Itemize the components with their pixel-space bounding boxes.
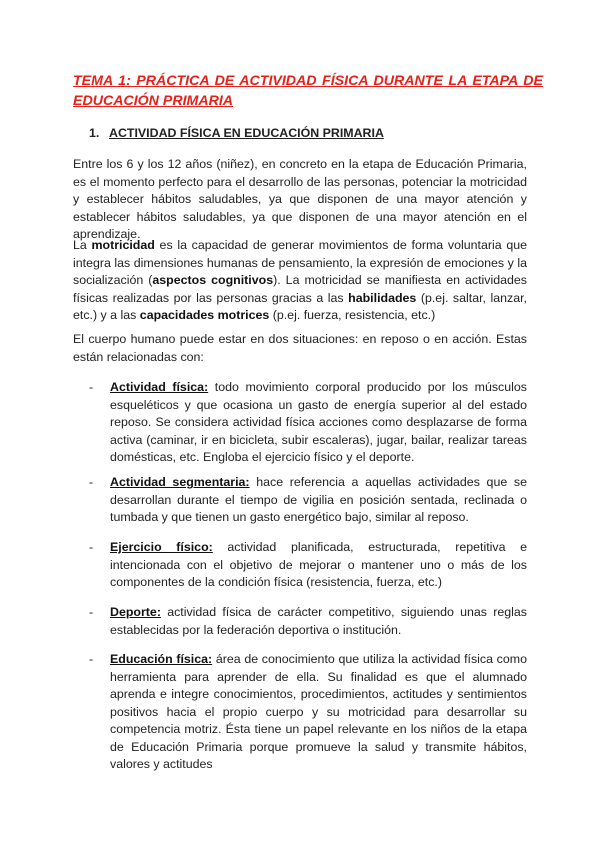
list-item [89,539,527,592]
list-bullet: - [89,475,94,489]
list-bullet: - [89,380,94,394]
para2-text-4: (p.ej. saltar, lanzar, etc.) y a las [73,290,527,322]
term-ejercicio-fisico: Ejercicio físico: [110,540,213,554]
para2-bold-aspectos: aspectos cognitivos [152,273,274,287]
term-educacion-fisica: Educación física: [110,652,213,666]
list-item [89,651,527,774]
definition-text: actividad física de carácter competitivo, siguiendo unas reglas establecidas por la federación deportiva o institución. [110,605,527,637]
section-heading [89,125,384,141]
para2-text-1: La [73,238,92,252]
document-title: TEMA 1: PRÁCTICA DE ACTIVIDAD FÍSICA DURANTE LA ETAPA DE EDUCACIÓN PRIMARIA [73,73,543,109]
term-deporte: Deporte: [110,605,161,619]
list-item [89,474,527,527]
para2-bold-motricidad: motricidad [91,238,155,252]
list-item [89,379,527,467]
section-heading-text: ACTIVIDAD FÍSICA EN EDUCACIÓN PRIMARIA [109,126,384,140]
list-item [89,604,527,639]
definition-text: hace referencia a aquellas actividades que se desarrollan durante el tiempo de vigilia en posición sentada, reclinada o tumbada y que tienen un gasto energético bajo, similar al reposo. [110,475,527,524]
definition-text: área de conocimiento que utiliza la actividad física como herramienta para aprender de ella. Su finalidad es que el alumnado aprenda e integre conocimientos, procedimientos, actitudes y sentimientos positivos hacia el propio cuerpo y su motricidad para desarrollar su competencia motriz. Ésta tiene un papel relevante en los niños de la etapa de Educación Primaria porque promueve la salud y transmite hábitos, valores y actitudes [110,652,527,771]
list-bullet: - [89,605,94,619]
definition-text: actividad planificada, estructurada, repetitiva e intencionada con el objetivo de mejorar o mantener uno o más de los componentes de la condición física (resistencia, fuerza, etc.) [110,540,527,589]
term-actividad-segmentaria: Actividad segmentaria: [110,475,250,489]
para2-text-5: (p.ej. fuerza, resistencia, etc.) [269,308,436,322]
list-bullet: - [89,652,94,666]
paragraph-cuerpo: El cuerpo humano puede estar en dos situaciones: en reposo o en acción. Estas están relacionadas con: [73,332,527,364]
para2-text-2: es la capacidad de generar movimientos de forma voluntaria que integra las dimensiones humanas de pensamiento, la expresión de emociones y la socialización ( [73,238,527,287]
section-number: 1. [89,126,100,140]
term-actividad-fisica: Actividad física: [110,380,209,394]
paragraph-motricidad [73,237,527,325]
para2-bold-habilidades: habilidades [348,290,417,305]
definition-text: todo movimiento corporal producido por los músculos esqueléticos y que ocasiona un gasto de energía superior al del estado reposo. Se considera actividad física acciones como desplazarse de forma activa (caminar, ir en bicicleta, subir escaleras), jugar, bailar, realizar tareas domésticas, etc. Engloba el ejercicio físico y el deporte. [110,380,527,464]
para2-text-3: ). La motricidad se manifiesta en actividades físicas realizadas por las personas gracias a las [73,273,527,305]
list-bullet: - [89,540,94,554]
para2-bold-capacidades: capacidades motrices [139,308,270,322]
paragraph-intro: Entre los 6 y los 12 años (niñez), en concreto en la etapa de Educación Primaria, es el momento perfecto para el desarrollo de las personas, potenciar la motricidad y establecer hábitos saludables, ya que disponen de una mayor atención y establecer hábitos saludables, ya que disponen de una mayor atención en el aprendizaje. [73,157,527,241]
